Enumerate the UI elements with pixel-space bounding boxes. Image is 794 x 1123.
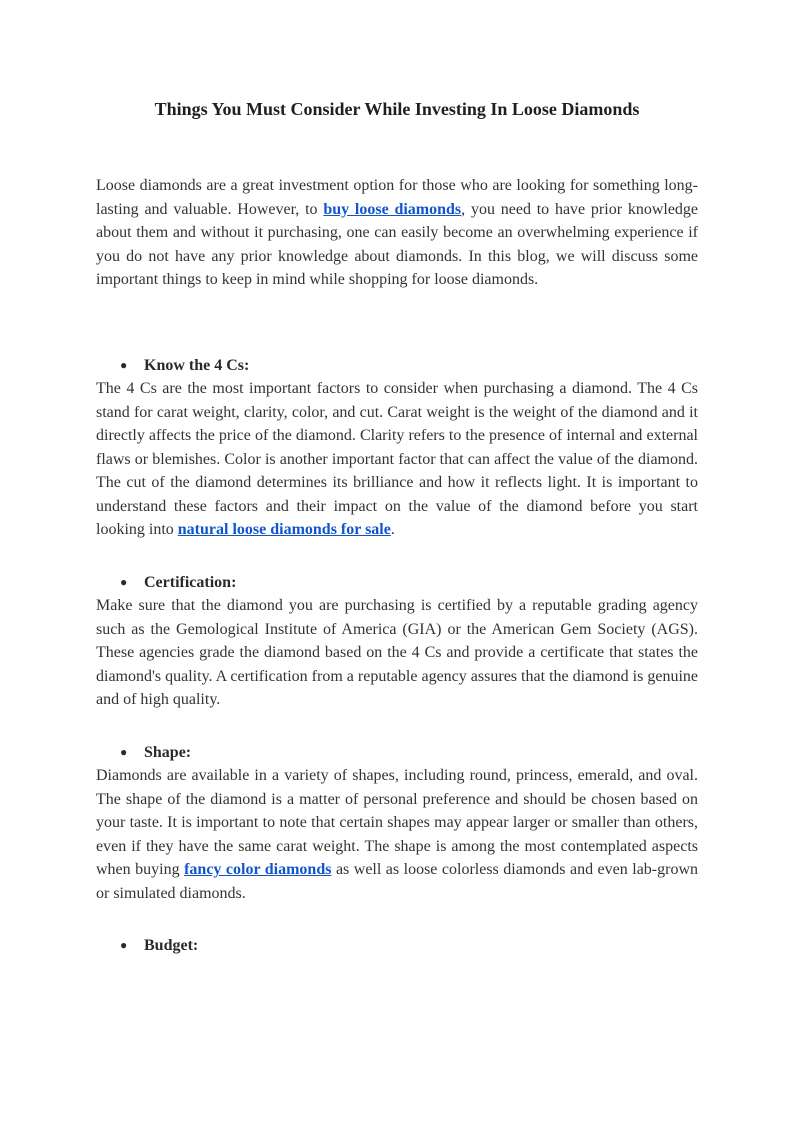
fancy-color-diamonds-link[interactable]: fancy color diamonds [184, 861, 332, 878]
page-title: Things You Must Consider While Investing In Loose Diamonds [154, 99, 640, 119]
intro-text-pre: Loose diamonds are a great investment option for those who are looking for something long-lasting and valuable. However, to [96, 177, 698, 218]
section-text-post: as well as loose colorless diamonds and even lab-grown or simulated diamonds. [96, 861, 699, 902]
bullet-icon: ● [120, 357, 128, 372]
intro-paragraph [96, 174, 698, 292]
section-heading-shape [96, 741, 698, 765]
section-text-post: . [390, 521, 395, 538]
section-text-pre: The 4 Cs are the most important factors to consider when purchasing a diamond. The 4 Cs stand for carat weight, clarity, color, and cut. Carat weight is the weight of the diamond and it directly affects the price of the diamond. Clarity refers to the presence of internal and external flaws or blemishes. Color is another important factor that can affect the value of the diamond. The cut of the diamond determines its brilliance and how it reflects light. It is important to understand these factors and their impact on the value of the diamond before you start looking into [96, 380, 698, 538]
natural-loose-diamonds-link[interactable]: natural loose diamonds for sale [177, 521, 391, 538]
section-text-pre: Diamonds are available in a variety of shapes, including round, princess, emerald, and oval. The shape of the diamond is a matter of personal preference and should be chosen based on your taste. It is important to note that certain shapes may appear larger or smaller than others, even if they have the same carat weight. The shape is among the most contemplated aspects when buying [96, 767, 698, 878]
section-body-know-the-4cs [96, 377, 698, 542]
section-heading-label: Shape: [144, 743, 192, 761]
section-heading-certification [96, 571, 698, 595]
section-body-shape [96, 764, 698, 905]
bullet-icon: ● [120, 744, 128, 759]
buy-loose-diamonds-link[interactable]: buy loose diamonds [323, 200, 462, 218]
section-heading-budget [96, 934, 698, 958]
bullet-icon: ● [120, 574, 128, 589]
intro-text-post: , you need to have prior knowledge about them and without it purchasing, one can easily become an overwhelming experience if you do not have any prior knowledge about diamonds. In this blog, we will discuss some important things to keep in mind while shopping for loose diamonds. [96, 200, 699, 288]
section-heading-label: Certification: [144, 573, 237, 591]
section-heading-label: Budget: [144, 937, 199, 954]
section-body-certification: Make sure that the diamond you are purchasing is certified by a reputable grading agency such as the Gemological Institute of America (GIA) or the American Gem Society (AGS). These agencies grade the diamond based on the 4 Cs and provide a certificate that states the diamond's quality. A certification from a reputable agency assures that the diamond is genuine and of high quality. [96, 597, 698, 708]
bullet-icon: ● [120, 938, 128, 952]
section-heading-label: Know the 4 Cs: [144, 356, 250, 374]
section-heading-know-the-4cs [96, 354, 698, 378]
